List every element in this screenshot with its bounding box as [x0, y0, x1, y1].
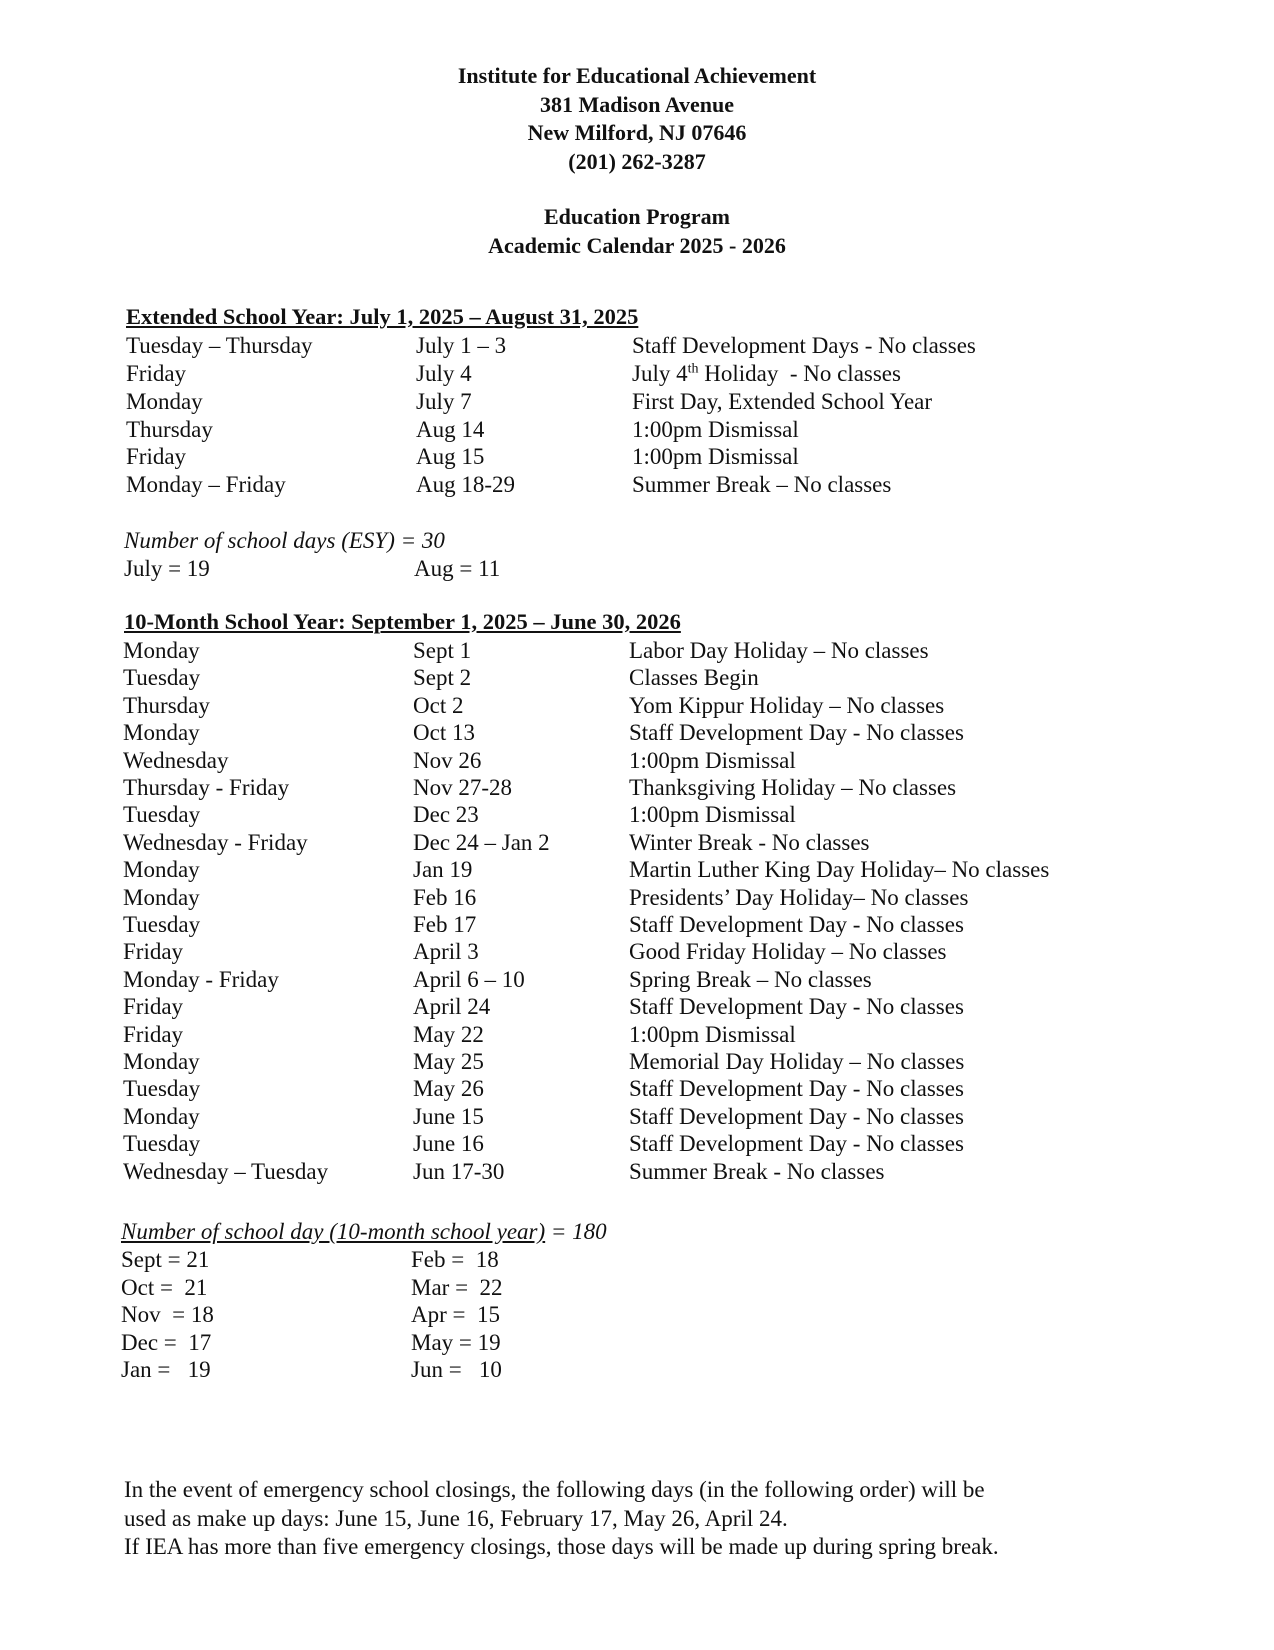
- row-date: June 15: [413, 1103, 484, 1129]
- row-date: Aug 18-29: [416, 472, 516, 497]
- tenmonth-count-label: [121, 1218, 607, 1246]
- row-date: Jun 17-30: [413, 1158, 505, 1184]
- row-day: Monday: [123, 884, 200, 910]
- row-event: Staff Development Day - No classes: [629, 1131, 964, 1157]
- row-date: Oct 13: [413, 720, 475, 746]
- row-date: May 22: [413, 1021, 484, 1047]
- row-date: June 16: [413, 1131, 484, 1157]
- row-date: Nov 26: [413, 747, 482, 773]
- row-event: Classes Begin: [629, 665, 759, 691]
- row-date: Aug 15: [416, 444, 485, 469]
- row-day: Monday - Friday: [123, 966, 279, 992]
- row-day: Tuesday: [123, 1076, 201, 1102]
- row-date: Dec 24 – Jan 2: [413, 829, 550, 855]
- row-date: April 24: [413, 994, 491, 1020]
- row-event: Summer Break - No classes: [629, 1158, 885, 1184]
- row-date: Aug 14: [416, 417, 485, 442]
- row-day: Monday: [126, 389, 203, 414]
- count-right: Jun = 10: [411, 1357, 502, 1383]
- event-superscript: th: [687, 361, 699, 377]
- count-left: Dec = 17: [121, 1329, 212, 1355]
- row-day: Wednesday: [123, 747, 229, 773]
- row-day: Friday: [126, 444, 187, 469]
- row-event: Staff Development Day - No classes: [629, 912, 964, 937]
- row-event: 1:00pm Dismissal: [629, 747, 796, 773]
- row-event: Yom Kippur Holiday – No classes: [629, 692, 945, 718]
- count-left: Nov = 18: [121, 1302, 214, 1328]
- row-day: Friday: [126, 361, 187, 386]
- count-right: Mar = 22: [411, 1274, 503, 1300]
- row-day: Tuesday: [123, 1131, 201, 1157]
- row-day: Friday: [123, 939, 184, 965]
- count-right: Apr = 15: [411, 1302, 500, 1328]
- org-name: Institute for Educational Achievement: [457, 63, 817, 88]
- row-event: Presidents’ Day Holiday– No classes: [629, 884, 969, 910]
- calendar-title: Academic Calendar 2025 - 2026: [488, 232, 786, 258]
- row-day: Wednesday – Tuesday: [123, 1158, 329, 1184]
- row-date: Dec 23: [413, 802, 479, 828]
- count-left: July = 19: [124, 556, 210, 581]
- esy-title: Extended School Year: July 1, 2025 – August 31, 2025: [126, 304, 639, 329]
- row-event: Spring Break – No classes: [629, 966, 872, 992]
- row-event: 1:00pm Dismissal: [632, 417, 799, 442]
- row-date: July 4: [416, 361, 472, 386]
- row-date: May 25: [413, 1049, 484, 1074]
- row-date: April 6 – 10: [413, 966, 525, 992]
- org-address: 381 Madison Avenue: [540, 91, 734, 117]
- event-text: July 4: [632, 361, 688, 386]
- count-right: May = 19: [411, 1329, 501, 1355]
- row-day: Monday: [123, 857, 200, 883]
- row-date: July 1 – 3: [416, 333, 507, 358]
- row-day: Tuesday – Thursday: [126, 333, 313, 358]
- footer-note: [124, 1476, 1234, 1562]
- row-event: First Day, Extended School Year: [632, 389, 933, 414]
- row-day: Tuesday: [123, 912, 201, 937]
- row-day: Monday: [123, 1103, 200, 1129]
- row-date: Sept 1: [413, 638, 472, 663]
- tenmonth-title: 10-Month School Year: September 1, 2025 – June 30, 2026: [124, 609, 681, 634]
- row-date: Nov 27-28: [413, 775, 513, 800]
- row-event: Staff Development Days - No classes: [632, 333, 976, 358]
- count-right: Feb = 18: [411, 1247, 499, 1272]
- org-city: New Milford, NJ 07646: [527, 120, 747, 145]
- row-event: Labor Day Holiday – No classes: [629, 638, 929, 663]
- document-header: [0, 62, 1274, 260]
- footer-line: used as make up days: June 15, June 16, February 17, May 26, April 24.: [124, 1505, 788, 1531]
- footer-line: If IEA has more than five emergency closings, those days will be made up during spring break.: [124, 1534, 999, 1559]
- count-label-text: Number of school day (10-month school year): [121, 1219, 546, 1244]
- row-day: Wednesday - Friday: [123, 829, 308, 855]
- row-day: Thursday - Friday: [123, 775, 290, 800]
- row-day: Thursday: [123, 692, 210, 718]
- row-event: Staff Development Day - No classes: [629, 994, 964, 1020]
- row-event: Staff Development Day - No classes: [629, 1103, 964, 1129]
- row-day: Thursday: [126, 417, 213, 442]
- count-left: Oct = 21: [121, 1274, 208, 1300]
- row-day: Monday – Friday: [126, 472, 286, 497]
- count-label-total: = 180: [545, 1219, 607, 1244]
- footer-line: In the event of emergency school closings, the following days (in the following order) will be: [124, 1477, 985, 1502]
- row-date: Feb 17: [413, 912, 477, 937]
- row-date: Jan 19: [413, 857, 473, 883]
- row-day: Tuesday: [123, 665, 201, 691]
- org-phone: (201) 262-3287: [568, 148, 706, 174]
- row-event: Good Friday Holiday – No classes: [629, 939, 947, 965]
- header-spacer: [0, 176, 1274, 203]
- row-event: Staff Development Day - No classes: [629, 720, 964, 746]
- row-date: Sept 2: [413, 665, 472, 691]
- row-event: Winter Break - No classes: [629, 829, 870, 855]
- row-event: Staff Development Day - No classes: [629, 1076, 964, 1102]
- count-right: Aug = 11: [414, 556, 501, 581]
- row-date: Oct 2: [413, 692, 464, 718]
- row-day: Monday: [123, 1049, 200, 1074]
- row-event: Martin Luther King Day Holiday– No classes: [629, 857, 1050, 883]
- row-event: Summer Break – No classes: [632, 472, 892, 497]
- row-date: Feb 16: [413, 884, 477, 910]
- row-event: 1:00pm Dismissal: [629, 1021, 796, 1047]
- row-event: [632, 360, 901, 388]
- row-event: Thanksgiving Holiday – No classes: [629, 775, 957, 800]
- row-date: July 7: [416, 389, 472, 414]
- row-day: Friday: [123, 1021, 184, 1047]
- row-day: Friday: [123, 994, 184, 1020]
- row-event: Memorial Day Holiday – No classes: [629, 1049, 965, 1074]
- row-day: Monday: [123, 720, 200, 746]
- event-text: Holiday - No classes: [698, 361, 901, 386]
- row-day: Monday: [123, 638, 200, 663]
- row-date: May 26: [413, 1076, 484, 1102]
- esy-count-label: Number of school days (ESY) = 30: [124, 528, 445, 553]
- row-event: 1:00pm Dismissal: [629, 802, 796, 828]
- row-event: 1:00pm Dismissal: [632, 444, 799, 469]
- program-title: Education Program: [544, 204, 730, 229]
- row-date: April 3: [413, 939, 479, 965]
- count-left: Sept = 21: [121, 1247, 210, 1272]
- count-left: Jan = 19: [121, 1357, 211, 1383]
- row-day: Tuesday: [123, 802, 201, 828]
